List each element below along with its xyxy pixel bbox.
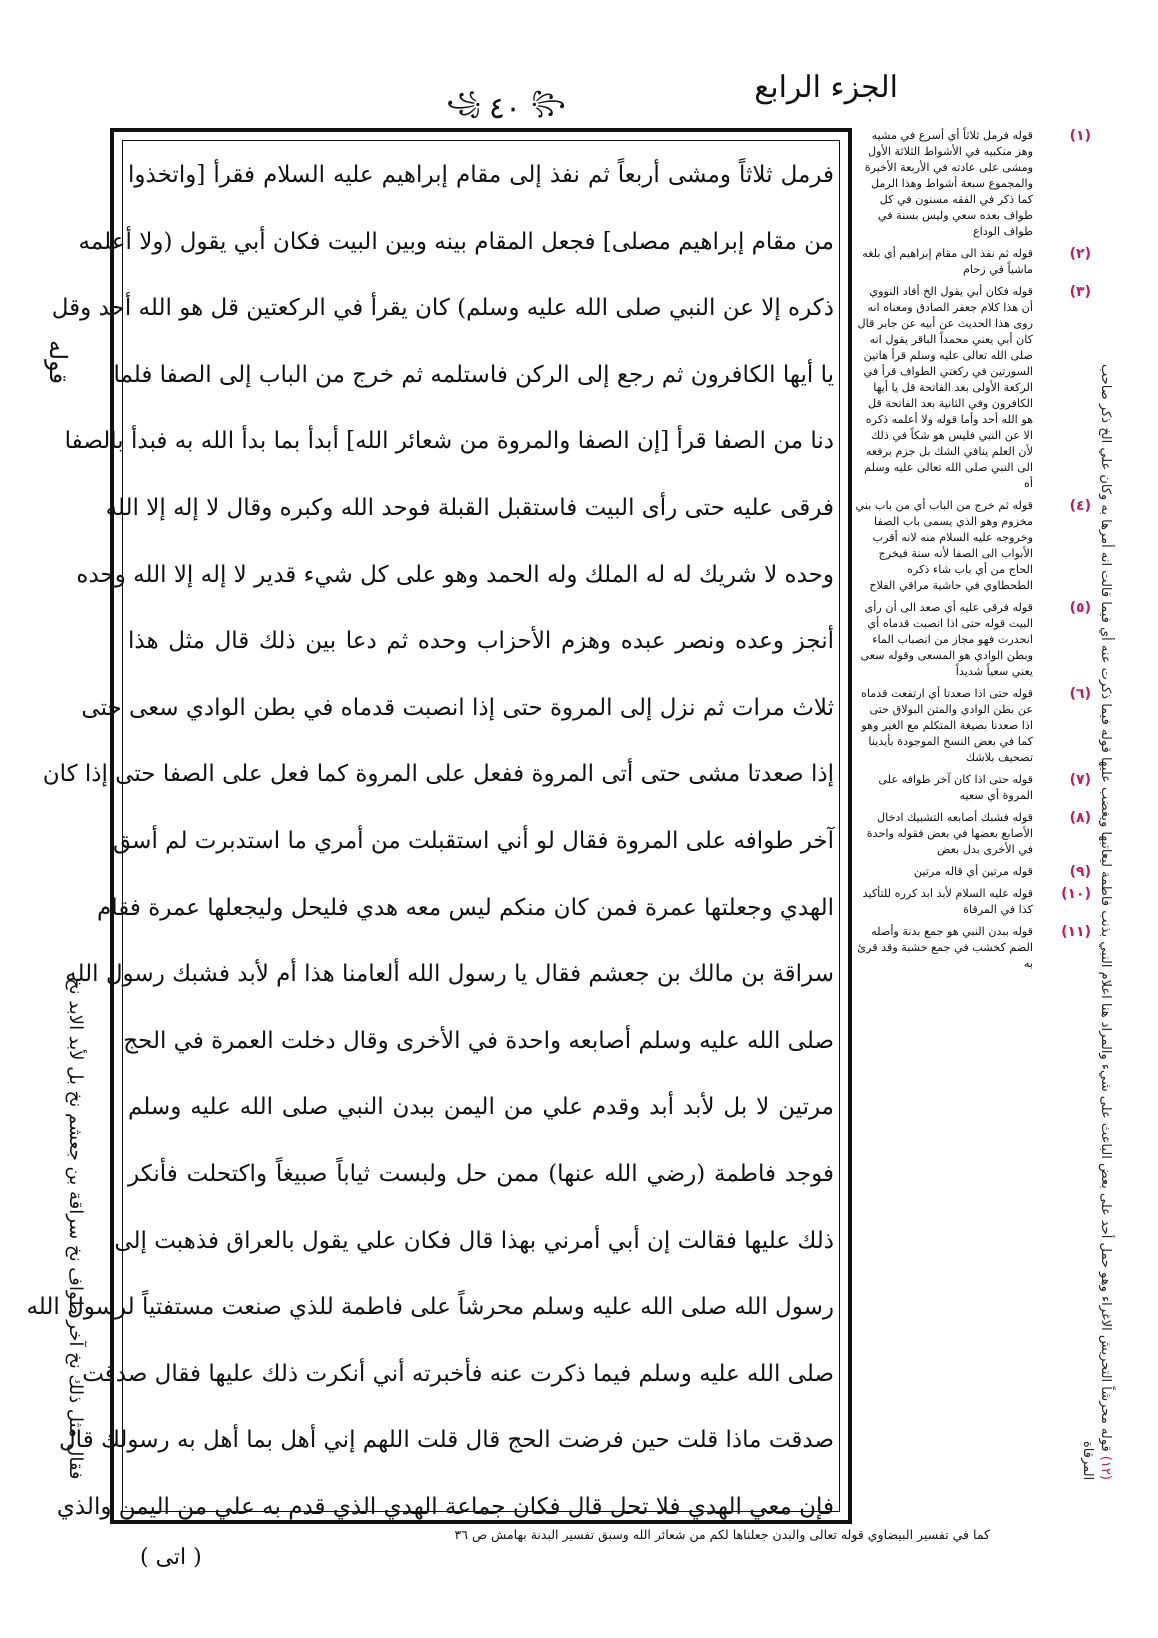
margin-note-number: (٥) <box>1069 600 1091 616</box>
main-text-line <box>128 1078 834 1145</box>
margin-note-text: قوله فرمل ثلاثاً أي أسرع في مشيه وهز منكبيه في الأشواط الثلاثة الأول ومشى على عادته في الأربعة الأخيرة والمجموع سبعة أشواط وهذا الرمل كما ذكر في الفقه مسنون في كل طواف بعده سعي وليس بسنة في طواف الوداع <box>864 129 1033 238</box>
left-margin-variants: فقال مثل ذلك نخ آخر طواف نخ سراقة بن جعشم نخ بل لأبد الابد نخ <box>65 978 86 1480</box>
main-text-line <box>81 679 834 746</box>
main-text-line <box>78 213 834 280</box>
main-text-line-content: صلى الله عليه وسلم فيما ذكرت عنه فأخبرته أني أنكرت ذلك عليها فقال صدقت <box>82 1360 834 1387</box>
main-text-line <box>128 1145 834 1212</box>
main-text-line <box>58 1411 834 1478</box>
margin-note-number: (١٠) <box>1061 886 1091 902</box>
main-text-line-content: دنا من الصفا قرأ [إن الصفا والمروة من شعائر الله] أبدأ بما بدأ الله به فبدأ بالصفا <box>64 428 834 455</box>
margin-note-text: قوله ببدن النبي هو جمع بدنة وأصله الضم كخشب في جمع خشبة وقد قرئ به <box>857 925 1033 970</box>
page-number-block <box>410 88 600 128</box>
main-text-line-content: صلى الله عليه وسلم أصابعه واحدة في الأخرى وقال دخلت العمرة في الحج <box>123 1027 834 1054</box>
main-text-line <box>105 479 834 546</box>
main-text-line <box>112 812 834 879</box>
margin-note-number: (٧) <box>1069 772 1091 788</box>
main-text-line <box>65 945 834 1012</box>
main-text-line <box>76 546 834 613</box>
main-text-line-content: الهدي وجعلتها عمرة فمن كان منكم ليس معه هدي فليحل وليجعلها عمرة فقام <box>97 894 834 921</box>
main-text-line <box>42 745 834 812</box>
margin-note-text: قوله فشبك أصابعه التشبيك ادخال الأصابع بعضها في بعض فقوله واحدة في الأخرى بدل بعض <box>866 811 1033 856</box>
margin-note <box>855 498 1091 594</box>
main-text-line <box>113 346 834 413</box>
margin-note-number: (٨) <box>1069 810 1091 826</box>
page-number: ٤٠ <box>488 90 522 126</box>
margin-note-text: قوله حتى اذا كان آخر طوافه على المروة أي سعيه <box>878 773 1033 802</box>
main-text-line-content: رسول الله صلى الله عليه وسلم محرشاً على فاطمة للذي صنعت مستفتياً لرسول الله <box>26 1294 834 1321</box>
right-margin-note-text: قوله محرشاً التحريش الاغراء وهو حمل أحد على بعض الباعث على شيء والمراد هنا اعلام النبي بذنب فاطمة ليعاتبها ويغضب عليها <box>1098 757 1113 1452</box>
margin-top-note: قوله <box>44 340 72 385</box>
margin-note-text: قوله مرتين أي قاله مرتين <box>913 865 1033 878</box>
main-text-line-content: فإن معي الهدي فلا تحل قال فكان جماعة الهدي الذي قدم به علي من اليمن والذي <box>56 1493 834 1520</box>
juz-title: الجزء الرابع <box>754 70 898 105</box>
main-text-line-content: فرقى عليه حتى رأى البيت فاستقبل القبلة فوحد الله وكبره وقال لا إله إلا الله <box>105 494 834 521</box>
right-margin-note-number: (١٢) <box>1098 1455 1113 1480</box>
margin-note <box>855 284 1091 492</box>
margin-note <box>855 924 1091 972</box>
margin-note-number: (١١) <box>1061 924 1091 940</box>
main-text-line <box>128 146 834 213</box>
margin-note-number: (٦) <box>1069 686 1091 702</box>
notes-column <box>855 128 1091 1478</box>
margin-note-text: قوله فكان أبي يقول الخ أفاد النووي أن هذا كلام جعفر الصادق ومعناه انه روى هذا الحديث عن أبيه عن جابر قال كان أبي يعني محمداً الباقر يقول انه صلى الله تعالى عليه وسلم قرأ هاتين السورتين في ركعتي الطواف قرأ في الركعة الأولى بعد الفاتحة قل يا أيها الكافرون وفي الثانية بعد الفاتحة قل هو الله أحد وأما قوله ولا أعلمه ذكره الا عن النبي فليس هو شكاً في ذلك لأن العلم ينافي الشك بل جزم برفعه الى النبي صلى الله تعالى عليه وسلم أه <box>857 285 1033 490</box>
main-text-line-content: أنجز وعده ونصر عبده وهزم الأحزاب وحده ثم دعا بين ذلك قال مثل هذا <box>128 628 834 655</box>
main-text-line-content: من مقام إبراهيم مصلى] فجعل المقام بينه وبين البيت فكان أبي يقول (ولا أعلمه <box>78 228 834 255</box>
margin-note <box>855 686 1091 766</box>
margin-note-number: (٩) <box>1069 864 1091 880</box>
margin-note <box>855 128 1091 240</box>
ornament-left-icon: ꧁ <box>446 90 479 116</box>
main-text-line <box>82 1345 834 1412</box>
main-text-line <box>128 612 834 679</box>
main-text-line-content: سراقة بن مالك بن جعشم فقال يا رسول الله ألعامنا هذا أم لأبد فشبك رسول الله <box>65 961 834 988</box>
margin-note-text: قوله عليه السلام لأبد ابد كرره للتأكيد كذا في المرقاة <box>862 887 1033 916</box>
margin-note-number: (٣) <box>1069 284 1091 300</box>
main-text-line-content: آخر طوافه على المروة فقال لو أني استقبلت من أمري ما استدبرت لم أسق <box>112 827 834 854</box>
main-text-line-content: ذكره إلا عن النبي صلى الله عليه وسلم) كان يقرأ في الركعتين قل هو الله أحد وقل <box>51 295 834 322</box>
main-text-line-content: وحده لا شريك له له الملك وله الحمد وهو على كل شيء قدير لا إله إلا الله وحده <box>76 561 834 588</box>
ornament-right-icon: ꧂ <box>531 90 564 116</box>
bottom-footnote: كما في تفسير البيضاوي قوله تعالى والبدن جعلناها لكم من شعائر الله وسبق تفسير البدنة بهامش ص ٣٦ <box>454 1527 990 1542</box>
main-text-line-content: صدقت ماذا قلت حين فرضت الحج قال قلت اللهم إني أهل بما أهل به رسولك قال <box>58 1427 834 1454</box>
right-margin-vertical-note <box>1034 360 1114 1480</box>
main-text-line-content: ذلك عليها فقالت إن أبي أمرني بهذا قال فكان علي يقول بالعراق فذهبت إلى <box>114 1227 834 1254</box>
margin-note <box>855 886 1091 918</box>
right-margin-note-extra: قوله فيما ذكرت عنه أي فيما قالت انه أمرها به وكان علي الخ ذكر صاحب المرقاة <box>1080 364 1113 1480</box>
main-text-line <box>97 879 834 946</box>
margin-note-text: قوله فرقى عليه أي صعد الى أن رأى البيت قوله حتى اذا انصبت قدماه أي انحدرت فهو مجاز من انصباب الماء وبطن الوادي هو المسعى وقوله سعى يعني سعياً شديداً <box>860 601 1033 678</box>
margin-note-text: قوله ثم نفذ الى مقام إبراهيم أي بلغه ماشياً في زحام <box>862 247 1033 276</box>
margin-note <box>855 600 1091 680</box>
main-text-line <box>51 279 834 346</box>
margin-note-number: (٢) <box>1069 246 1091 262</box>
margin-note-text: قوله حتى اذا صعدتا أي ارتفعت قدماه عن بطن الوادي والمتن البولاق حتى اذا صعدنا بصيغة المتكلم مع الغير وهو كما في بعض النسخ الموجودة بأيدينا تصحيف بلاشك <box>861 687 1033 764</box>
margin-note <box>855 772 1091 804</box>
catchword: ( اتى ) <box>140 1545 202 1570</box>
main-text-line <box>26 1278 834 1345</box>
margin-note-number: (٤) <box>1069 498 1091 514</box>
margin-note-number: (١) <box>1069 128 1091 144</box>
main-text-line <box>114 1212 834 1279</box>
main-text-line-content: ثلاث مرات ثم نزل إلى المروة حتى إذا انصبت قدماه في بطن الوادي سعى حتى <box>81 694 834 721</box>
margin-note <box>855 864 1091 880</box>
margin-note-text: قوله ثم خرج من الباب أي من باب بني مخزوم وهو الذي يسمى باب الصفا وخروجه عليه السلام منه لانه أقرب الأبواب الى الصفا لأنه سنة فيخرج الحاج من أي باب شاء ذكره الطحطاوي في حاشية مراقي الفلاح <box>855 499 1033 592</box>
main-text-line <box>123 1012 834 1079</box>
margin-note <box>855 810 1091 858</box>
main-text-line-content: يا أيها الكافرون ثم رجع إلى الركن فاستلمه ثم خرج من الباب إلى الصفا فلما <box>113 361 834 388</box>
main-text-line-content: فوجد فاطمة (رضي الله عنها) ممن حل ولبست ثياباً صبيغاً واكتحلت فأنكر <box>128 1160 834 1187</box>
main-text-line-content: مرتين لا بل لأبد أبد وقدم علي من اليمن ببدن النبي صلى الله عليه وسلم <box>128 1094 834 1121</box>
main-text-line-content: فرمل ثلاثاً ومشى أربعاً ثم نفذ إلى مقام إبراهيم عليه السلام فقرأ [واتخذوا <box>128 162 834 188</box>
main-text-line-content: إذا صعدتا مشى حتى أتى المروة ففعل على المروة كما فعل على الصفا حتى إذا كان <box>42 761 834 788</box>
margin-note <box>855 246 1091 278</box>
main-text-line <box>64 412 834 479</box>
